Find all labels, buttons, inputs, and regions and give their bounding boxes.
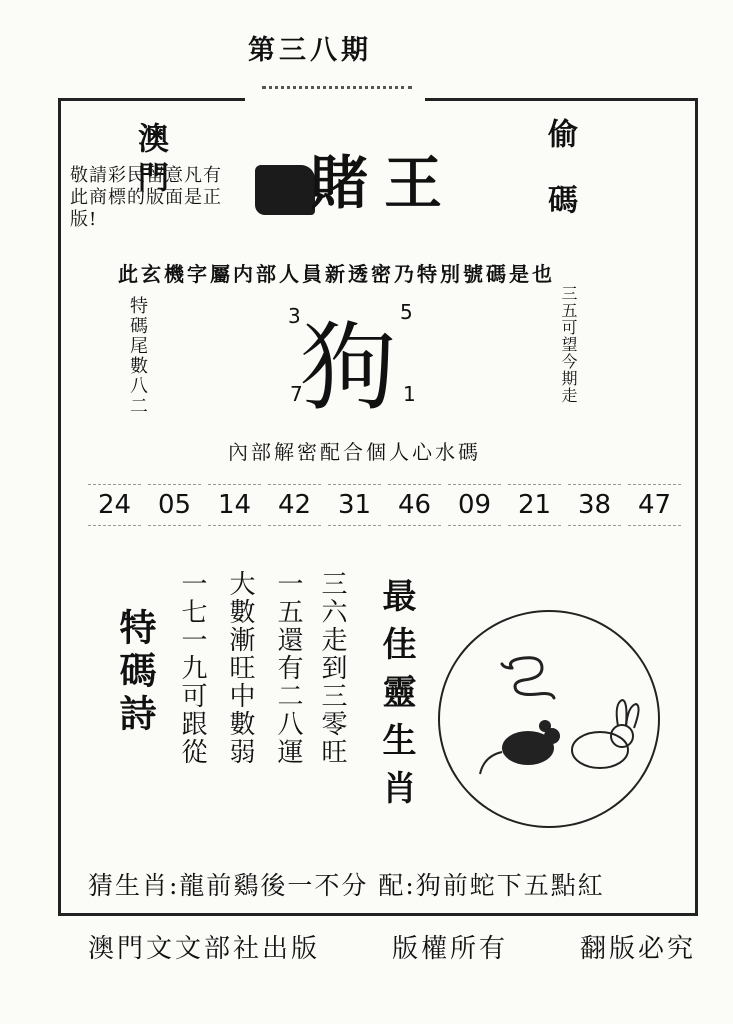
numbers-row (88, 484, 681, 526)
zodiac-circle (438, 610, 660, 828)
corner-number-br: 1 (403, 382, 416, 406)
number-box: 31 (328, 484, 381, 526)
logo-title: 賭王 (310, 149, 459, 217)
number-box: 38 (568, 484, 621, 526)
issue-title: 第三八期 (248, 35, 372, 66)
animal-character: 狗 (300, 312, 396, 424)
number-box: 42 (268, 484, 321, 526)
footer-piracy: 翻版必究 (580, 934, 697, 964)
rat-icon (480, 720, 560, 774)
poem-line: 三六走到三零旺 (317, 570, 347, 766)
footer-publisher: 澳門文文部社出版 (88, 934, 321, 964)
header-left: 澳門 (132, 122, 168, 200)
zodiac-illustration (440, 612, 658, 826)
secret-line: 此玄機字屬内部人員新透密乃特別號碼是也 (118, 262, 555, 286)
number-box: 14 (208, 484, 261, 526)
corner-number-tr: 5 (400, 300, 413, 324)
right-hint: 三五可望今期走 (559, 285, 578, 404)
best-zodiac: 最佳靈生肖 (376, 578, 416, 818)
corner-number-tl: 3 (288, 304, 301, 328)
snake-icon (502, 658, 554, 698)
rabbit-icon (572, 700, 639, 768)
poem-line: 一五還有二八運 (273, 570, 303, 766)
number-box: 09 (448, 484, 501, 526)
guess-line: 猜生肖:龍前鷄後一不分 配:狗前蛇下五點紅 (88, 871, 605, 900)
notice-text: 敬請彩民留意凡有此商標的版面是正版! (70, 165, 222, 230)
poem-line: 大數漸旺中數弱 (225, 570, 255, 766)
corner-number-bl: 7 (290, 382, 303, 406)
trademark-logo-icon (255, 165, 315, 215)
left-hint: 特碼尾數八二 (127, 296, 148, 416)
number-box: 47 (628, 484, 681, 526)
frame-gap (245, 92, 425, 104)
number-box: 21 (508, 484, 561, 526)
number-box: 46 (388, 484, 441, 526)
number-box: 24 (88, 484, 141, 526)
header-right: 偷碼 (542, 118, 577, 250)
inner-line: 內部解密配合個人心水碼 (228, 440, 481, 464)
poem-line: 一七一九可跟從 (177, 570, 207, 766)
poem-title: 特碼詩 (113, 608, 157, 737)
footer-copyright: 版權所有 (392, 934, 509, 964)
number-box: 05 (148, 484, 201, 526)
